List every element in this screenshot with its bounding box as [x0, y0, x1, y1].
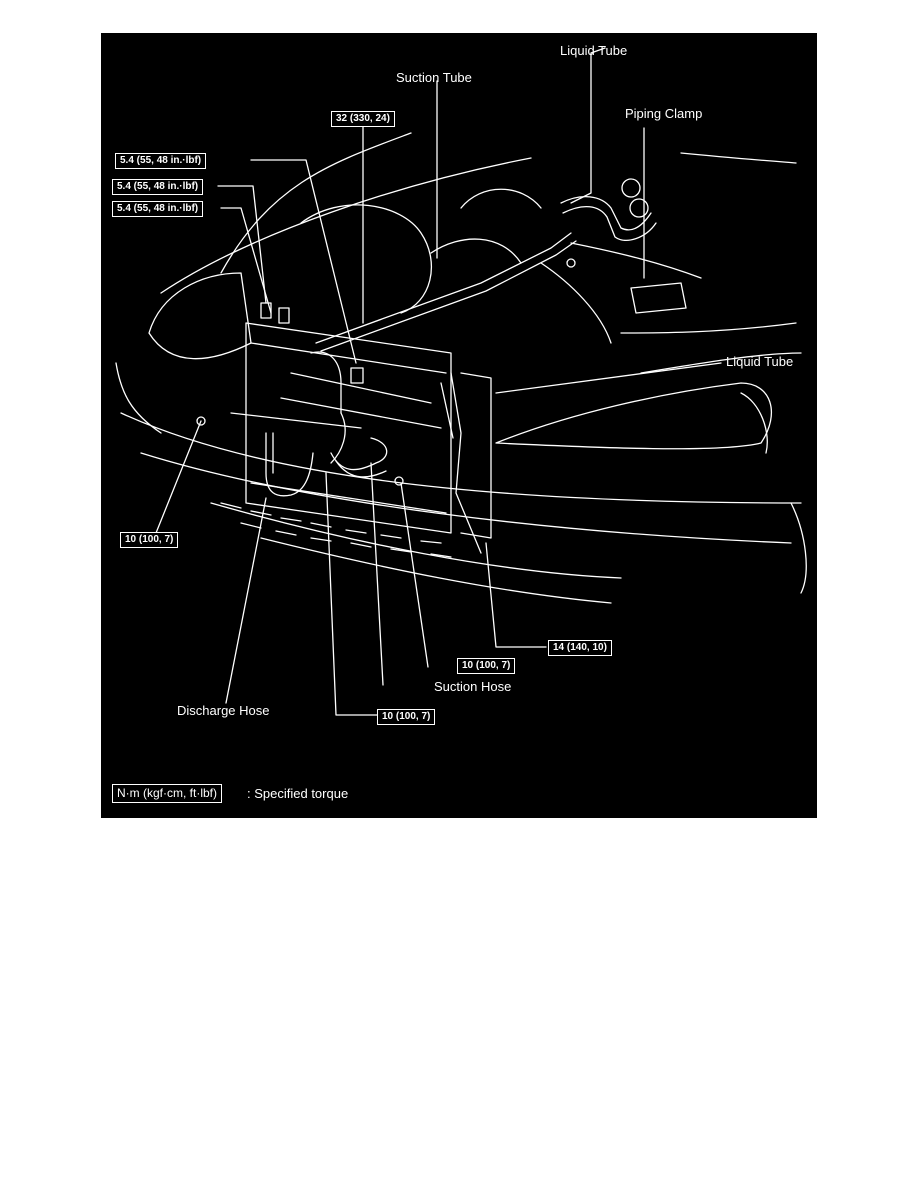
- torque-callout-5-4-a: 5.4 (55, 48 in.·lbf): [115, 153, 206, 169]
- torque-callout-14: 14 (140, 10): [548, 640, 612, 656]
- liquid-tube-top-label: Liquid Tube: [560, 43, 628, 58]
- suction-tube-line: [316, 233, 571, 343]
- vehicle-line-drawing: [101, 33, 817, 818]
- discharge-hose-label: Discharge Hose: [177, 703, 270, 718]
- torque-callout-32: 32 (330, 24): [331, 111, 395, 127]
- suction-tube-label: Suction Tube: [396, 70, 472, 85]
- left-headlamp: [149, 273, 251, 359]
- torque-callout-10-mid: 10 (100, 7): [457, 658, 515, 674]
- piping-clamp-label: Piping Clamp: [625, 106, 703, 121]
- torque-callout-5-4-c: 5.4 (55, 48 in.·lbf): [112, 201, 203, 217]
- torque-callout-10-left: 10 (100, 7): [120, 532, 178, 548]
- piping-clamp-upper: [622, 179, 640, 197]
- ac-piping-diagram: [101, 33, 817, 818]
- hood-outline: [161, 158, 531, 293]
- front-bumper: [121, 413, 801, 503]
- torque-callout-10-bottom: 10 (100, 7): [377, 709, 435, 725]
- torque-callout-5-4-b: 5.4 (55, 48 in.·lbf): [112, 179, 203, 195]
- suction-hose-label: Suction Hose: [434, 679, 512, 694]
- torque-unit-legend-box: N·m (kgf·cm, ft·lbf): [112, 784, 222, 803]
- torque-unit-legend-caption: : Specified torque: [247, 786, 349, 801]
- condenser: [246, 323, 451, 533]
- liquid-tube-right-label: Liquid Tube: [726, 354, 794, 369]
- right-headlamp: [496, 383, 771, 449]
- piping-clamp-lower: [630, 199, 648, 217]
